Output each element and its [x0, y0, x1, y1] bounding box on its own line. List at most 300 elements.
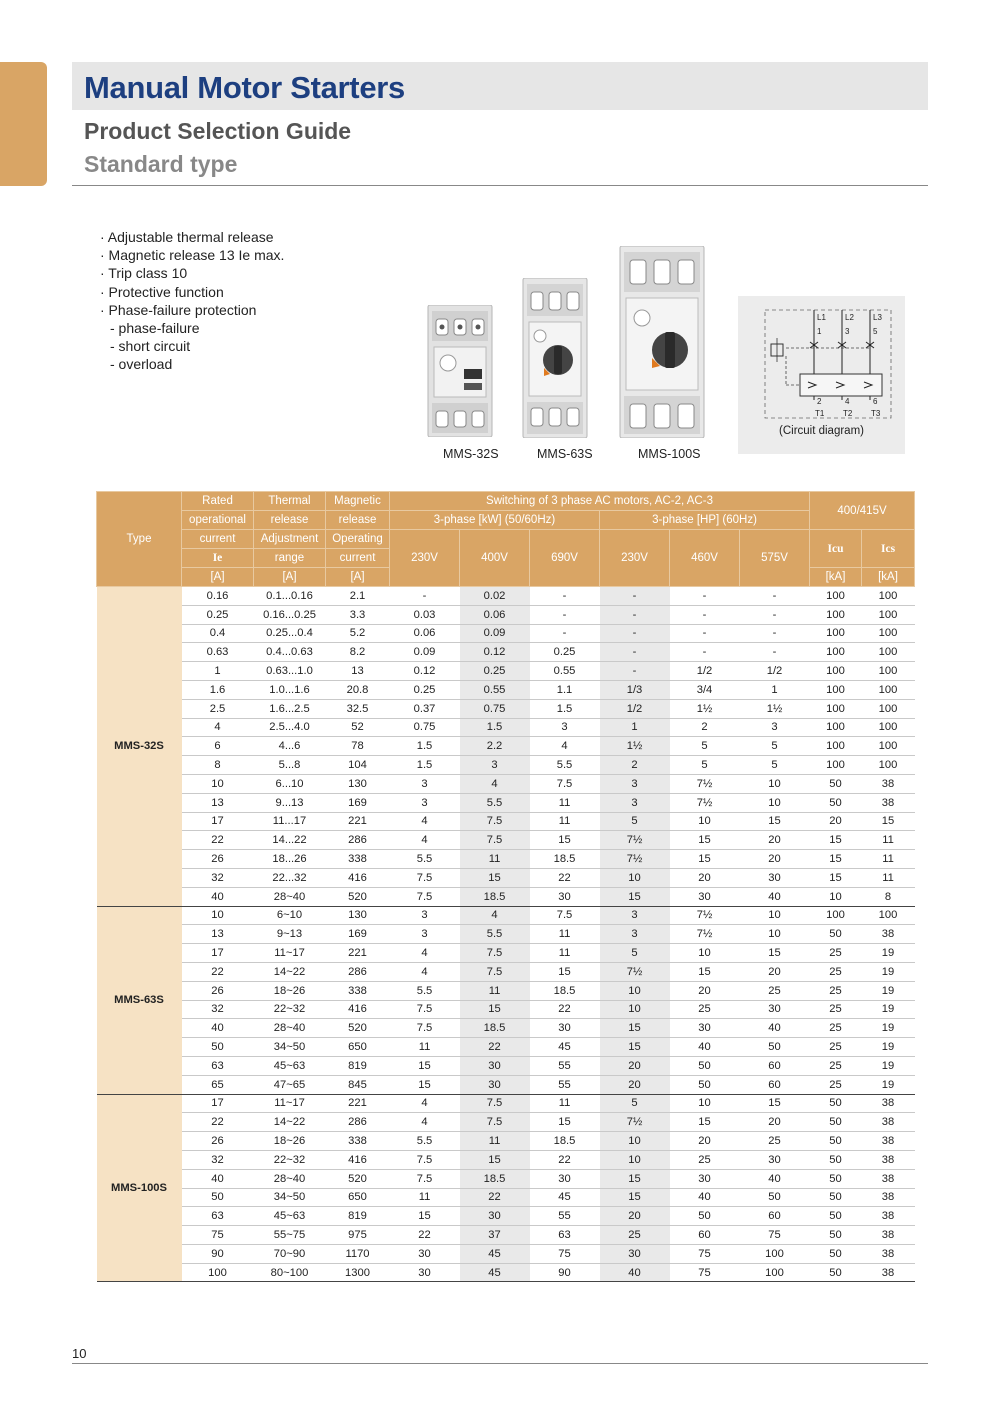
table-row [97, 793, 915, 812]
rated-current-cell: 2.5 [182, 699, 254, 718]
header-hp-group: 3-phase [HP] (60Hz) [600, 511, 810, 530]
hp-575v-cell: 100 [740, 1263, 810, 1282]
table-row [97, 1038, 915, 1057]
header-magnetic-line: release [326, 511, 390, 530]
icu-cell: 100 [810, 699, 862, 718]
thermal-range-cell: 11~17 [254, 944, 326, 963]
table-row [97, 643, 915, 662]
ics-cell: 19 [862, 1019, 915, 1038]
ics-cell: 15 [862, 812, 915, 831]
table-body [97, 587, 915, 1282]
kw-400v-cell: 0.75 [460, 699, 530, 718]
icu-cell: 100 [810, 624, 862, 643]
kw-400v-cell: 45 [460, 1263, 530, 1282]
icu-cell: 25 [810, 944, 862, 963]
rated-current-cell: 32 [182, 1000, 254, 1019]
hp-460v-cell: 75 [670, 1263, 740, 1282]
ics-cell: 11 [862, 850, 915, 869]
ics-cell: 19 [862, 1056, 915, 1075]
hp-460v-cell: 20 [670, 981, 740, 1000]
circuit-label: L1 [817, 313, 826, 322]
kw-400v-cell: 18.5 [460, 1169, 530, 1188]
thermal-range-cell: 18~26 [254, 981, 326, 1000]
kw-690v-cell: 22 [530, 868, 600, 887]
hp-460v-cell: 50 [670, 1207, 740, 1226]
kw-400v-cell: 7.5 [460, 831, 530, 850]
magnetic-current-cell: 416 [326, 1150, 390, 1169]
hp-575v-cell: 50 [740, 1188, 810, 1207]
kw-400v-cell: 30 [460, 1075, 530, 1094]
kw-400v-cell: 0.06 [460, 605, 530, 624]
hp-230v-cell: 3 [600, 906, 670, 925]
hp-460v-cell: 75 [670, 1244, 740, 1263]
thermal-range-cell: 45~63 [254, 1056, 326, 1075]
thermal-range-cell: 55~75 [254, 1226, 326, 1245]
rated-current-cell: 17 [182, 944, 254, 963]
icu-cell: 100 [810, 587, 862, 606]
hp-575v-cell: 3 [740, 718, 810, 737]
kw-690v-cell: 7.5 [530, 906, 600, 925]
thermal-range-cell: 6...10 [254, 774, 326, 793]
feature-item: · Trip class 10 [100, 265, 188, 282]
hp-230v-cell: 15 [600, 1038, 670, 1057]
kw-230v-cell: 0.12 [390, 662, 460, 681]
header-voltage-group: 400/415V [810, 492, 915, 530]
hp-575v-cell: 20 [740, 1113, 810, 1132]
hp-460v-cell: 30 [670, 887, 740, 906]
hp-230v-cell: 10 [600, 1150, 670, 1169]
feature-item: · Adjustable thermal release [100, 229, 274, 245]
rated-current-cell: 0.25 [182, 605, 254, 624]
table-row [97, 887, 915, 906]
kw-690v-cell: 15 [530, 1113, 600, 1132]
table-row [97, 1244, 915, 1263]
table-row [97, 962, 915, 981]
header-rated-unit: [A] [182, 568, 254, 587]
circuit-label: T1 [815, 409, 825, 418]
ics-cell: 38 [862, 1244, 915, 1263]
hp-460v-cell: 10 [670, 1094, 740, 1113]
thermal-range-cell: 14~22 [254, 962, 326, 981]
ics-cell: 100 [862, 605, 915, 624]
hp-575v-cell: 25 [740, 981, 810, 1000]
kw-690v-cell: 11 [530, 793, 600, 812]
icu-cell: 50 [810, 1169, 862, 1188]
icu-cell: 50 [810, 1244, 862, 1263]
ics-cell: 38 [862, 925, 915, 944]
hp-575v-cell: 75 [740, 1226, 810, 1245]
icu-cell: 50 [810, 1150, 862, 1169]
kw-230v-cell: 7.5 [390, 1000, 460, 1019]
kw-690v-cell: 0.25 [530, 643, 600, 662]
kw-400v-cell: 0.12 [460, 643, 530, 662]
table-row [97, 774, 915, 793]
mms-63s-product-image [520, 278, 590, 438]
table-row [97, 1169, 915, 1188]
kw-230v-cell: 4 [390, 831, 460, 850]
magnetic-current-cell: 104 [326, 756, 390, 775]
kw-230v-cell: 5.5 [390, 981, 460, 1000]
icu-cell: 100 [810, 756, 862, 775]
ics-cell: 38 [862, 1113, 915, 1132]
magnetic-current-cell: 2.1 [326, 587, 390, 606]
hp-575v-cell: 60 [740, 1056, 810, 1075]
kw-690v-cell: 11 [530, 1094, 600, 1113]
hp-230v-cell: 7½ [600, 1113, 670, 1132]
hp-230v-cell: 10 [600, 981, 670, 1000]
magnetic-current-cell: 78 [326, 737, 390, 756]
kw-230v-cell: 7.5 [390, 887, 460, 906]
kw-400v-cell: 7.5 [460, 812, 530, 831]
header-rated-line: current [182, 530, 254, 549]
hp-575v-cell: 30 [740, 1000, 810, 1019]
icu-cell: 15 [810, 831, 862, 850]
kw-690v-cell: 45 [530, 1038, 600, 1057]
thermal-range-cell: 1.6...2.5 [254, 699, 326, 718]
rated-current-cell: 90 [182, 1244, 254, 1263]
magnetic-current-cell: 169 [326, 925, 390, 944]
hp-575v-cell: 10 [740, 925, 810, 944]
icu-cell: 50 [810, 1113, 862, 1132]
icu-cell: 50 [810, 1263, 862, 1282]
table-row [97, 756, 915, 775]
hp-230v-cell: 3 [600, 774, 670, 793]
icu-cell: 25 [810, 1038, 862, 1057]
magnetic-current-cell: 520 [326, 887, 390, 906]
hp-460v-cell: - [670, 624, 740, 643]
thermal-range-cell: 0.1...0.16 [254, 587, 326, 606]
ics-cell: 38 [862, 1150, 915, 1169]
kw-690v-cell: 0.55 [530, 662, 600, 681]
hp-230v-cell: 40 [600, 1263, 670, 1282]
magnetic-current-cell: 338 [326, 850, 390, 869]
circuit-label: L3 [873, 313, 882, 322]
hp-575v-cell: 1/2 [740, 662, 810, 681]
kw-400v-cell: 1.5 [460, 718, 530, 737]
hp-230v-cell: - [600, 662, 670, 681]
kw-400v-cell: 2.2 [460, 737, 530, 756]
icu-cell: 25 [810, 1056, 862, 1075]
kw-230v-cell: 15 [390, 1207, 460, 1226]
thermal-range-cell: 14...22 [254, 831, 326, 850]
hp-460v-cell: 3/4 [670, 680, 740, 699]
kw-400v-cell: 11 [460, 981, 530, 1000]
hp-575v-cell: 50 [740, 1038, 810, 1057]
header-kw-group: 3-phase [kW] (50/60Hz) [390, 511, 600, 530]
hp-460v-cell: 40 [670, 1188, 740, 1207]
ics-cell: 19 [862, 1038, 915, 1057]
magnetic-current-cell: 416 [326, 868, 390, 887]
hp-460v-cell: 30 [670, 1019, 740, 1038]
header-thermal-line: Thermal [254, 492, 326, 511]
magnetic-current-cell: 520 [326, 1019, 390, 1038]
hp-575v-cell: - [740, 605, 810, 624]
kw-690v-cell: 11 [530, 812, 600, 831]
icu-cell: 100 [810, 643, 862, 662]
icu-cell: 100 [810, 737, 862, 756]
kw-230v-cell: 15 [390, 1056, 460, 1075]
ics-cell: 19 [862, 962, 915, 981]
hp-230v-cell: 15 [600, 1169, 670, 1188]
kw-230v-cell: 11 [390, 1188, 460, 1207]
circuit-diagram [738, 296, 905, 454]
kw-230v-cell: 1.5 [390, 756, 460, 775]
kw-230v-cell: 4 [390, 1113, 460, 1132]
table-row [97, 850, 915, 869]
table-row [97, 1094, 915, 1113]
kw-230v-cell: 0.37 [390, 699, 460, 718]
ics-cell: 100 [862, 756, 915, 775]
feature-subitem: - short circuit [110, 338, 191, 355]
header-hp-230v: 230V [600, 530, 670, 587]
icu-cell: 100 [810, 680, 862, 699]
ics-cell: 19 [862, 981, 915, 1000]
footer-divider [72, 1363, 928, 1364]
hp-575v-cell: - [740, 624, 810, 643]
header-ics-unit: [kA] [862, 568, 915, 587]
icu-cell: 50 [810, 925, 862, 944]
hp-460v-cell: 15 [670, 831, 740, 850]
rated-current-cell: 40 [182, 1169, 254, 1188]
kw-400v-cell: 37 [460, 1226, 530, 1245]
ics-cell: 11 [862, 868, 915, 887]
thermal-range-cell: 34~50 [254, 1038, 326, 1057]
icu-cell: 100 [810, 718, 862, 737]
kw-690v-cell: 45 [530, 1188, 600, 1207]
magnetic-current-cell: 975 [326, 1226, 390, 1245]
kw-230v-cell: 4 [390, 1094, 460, 1113]
thermal-range-cell: 9...13 [254, 793, 326, 812]
table-row [97, 1207, 915, 1226]
circuit-label: 2 [817, 397, 822, 406]
hp-460v-cell: 50 [670, 1056, 740, 1075]
icu-cell: 50 [810, 793, 862, 812]
table-row [97, 662, 915, 681]
thermal-range-cell: 11~17 [254, 1094, 326, 1113]
kw-400v-cell: 0.02 [460, 587, 530, 606]
hp-230v-cell: 3 [600, 925, 670, 944]
table-row [97, 587, 915, 606]
table-row [97, 624, 915, 643]
icu-cell: 25 [810, 1075, 862, 1094]
kw-690v-cell: 22 [530, 1000, 600, 1019]
ics-cell: 38 [862, 1094, 915, 1113]
hp-460v-cell: 2 [670, 718, 740, 737]
header-thermal-unit: [A] [254, 568, 326, 587]
circuit-label: 5 [873, 327, 878, 336]
thermal-range-cell: 0.25...0.4 [254, 624, 326, 643]
rated-current-cell: 17 [182, 812, 254, 831]
header-rated-symbol: Ie [182, 549, 254, 568]
kw-230v-cell: 30 [390, 1263, 460, 1282]
ics-cell: 100 [862, 624, 915, 643]
hp-230v-cell: 10 [600, 1000, 670, 1019]
kw-690v-cell: 11 [530, 925, 600, 944]
hp-230v-cell: 5 [600, 1094, 670, 1113]
kw-690v-cell: 18.5 [530, 1132, 600, 1151]
header-rated-line: operational [182, 511, 254, 530]
rated-current-cell: 40 [182, 887, 254, 906]
kw-400v-cell: 18.5 [460, 887, 530, 906]
hp-460v-cell: 30 [670, 1169, 740, 1188]
magnetic-current-cell: 221 [326, 944, 390, 963]
table-row [97, 1226, 915, 1245]
thermal-range-cell: 80~100 [254, 1263, 326, 1282]
kw-400v-cell: 5.5 [460, 793, 530, 812]
kw-400v-cell: 15 [460, 1000, 530, 1019]
thermal-range-cell: 14~22 [254, 1113, 326, 1132]
hp-460v-cell: 15 [670, 1113, 740, 1132]
magnetic-current-cell: 130 [326, 906, 390, 925]
header-switching: Switching of 3 phase AC motors, AC-2, AC-3 [390, 492, 810, 511]
ics-cell: 8 [862, 887, 915, 906]
ics-cell: 38 [862, 1207, 915, 1226]
product-label-mms-63s: MMS-63S [537, 447, 593, 461]
hp-230v-cell: 25 [600, 1226, 670, 1245]
hp-230v-cell: - [600, 624, 670, 643]
header-kw-400v: 400V [460, 530, 530, 587]
magnetic-current-cell: 286 [326, 962, 390, 981]
table-row [97, 831, 915, 850]
icu-cell: 50 [810, 1226, 862, 1245]
ics-cell: 38 [862, 793, 915, 812]
magnetic-current-cell: 221 [326, 1094, 390, 1113]
circuit-label: 6 [873, 397, 878, 406]
rated-current-cell: 26 [182, 850, 254, 869]
thermal-range-cell: 45~63 [254, 1207, 326, 1226]
magnetic-current-cell: 52 [326, 718, 390, 737]
thermal-range-cell: 0.63...1.0 [254, 662, 326, 681]
ics-cell: 19 [862, 1075, 915, 1094]
kw-690v-cell: 22 [530, 1150, 600, 1169]
product-label-mms-100s: MMS-100S [638, 447, 701, 461]
magnetic-current-cell: 338 [326, 981, 390, 1000]
kw-690v-cell: 55 [530, 1075, 600, 1094]
thermal-range-cell: 11...17 [254, 812, 326, 831]
icu-cell: 50 [810, 774, 862, 793]
ics-cell: 11 [862, 831, 915, 850]
ics-cell: 38 [862, 1226, 915, 1245]
circuit-label: T3 [871, 409, 881, 418]
kw-690v-cell: 55 [530, 1207, 600, 1226]
ics-cell: 38 [862, 1188, 915, 1207]
magnetic-current-cell: 416 [326, 1000, 390, 1019]
page-subtitle: Product Selection Guide [84, 118, 352, 144]
hp-460v-cell: 20 [670, 1132, 740, 1151]
table-row [97, 906, 915, 925]
kw-400v-cell: 18.5 [460, 1019, 530, 1038]
hp-230v-cell: 1 [600, 718, 670, 737]
hp-230v-cell: 7½ [600, 850, 670, 869]
rated-current-cell: 8 [182, 756, 254, 775]
kw-230v-cell: 4 [390, 944, 460, 963]
table-row [97, 925, 915, 944]
kw-400v-cell: 4 [460, 906, 530, 925]
table-row [97, 1113, 915, 1132]
magnetic-current-cell: 286 [326, 1113, 390, 1132]
kw-400v-cell: 0.55 [460, 680, 530, 699]
thermal-range-cell: 5...8 [254, 756, 326, 775]
page-title: Manual Motor Starters [84, 70, 405, 105]
rated-current-cell: 50 [182, 1188, 254, 1207]
rated-current-cell: 100 [182, 1263, 254, 1282]
magnetic-current-cell: 130 [326, 774, 390, 793]
thermal-range-cell: 18...26 [254, 850, 326, 869]
kw-400v-cell: 30 [460, 1056, 530, 1075]
icu-cell: 25 [810, 1019, 862, 1038]
icu-cell: 20 [810, 812, 862, 831]
table-row [97, 1188, 915, 1207]
thermal-range-cell: 4...6 [254, 737, 326, 756]
hp-460v-cell: 20 [670, 868, 740, 887]
kw-400v-cell: 7.5 [460, 1113, 530, 1132]
thermal-range-cell: 34~50 [254, 1188, 326, 1207]
rated-current-cell: 10 [182, 774, 254, 793]
table-row [97, 1019, 915, 1038]
hp-575v-cell: 1½ [740, 699, 810, 718]
hp-230v-cell: 5 [600, 944, 670, 963]
hp-230v-cell: 20 [600, 1056, 670, 1075]
kw-230v-cell: 4 [390, 812, 460, 831]
hp-460v-cell: 10 [670, 812, 740, 831]
thermal-range-cell: 22~32 [254, 1150, 326, 1169]
thermal-range-cell: 28~40 [254, 1169, 326, 1188]
kw-230v-cell: 7.5 [390, 868, 460, 887]
table-row [97, 718, 915, 737]
kw-690v-cell: 15 [530, 831, 600, 850]
kw-230v-cell: 5.5 [390, 1132, 460, 1151]
hp-460v-cell: 7½ [670, 793, 740, 812]
header-kw-690v: 690V [530, 530, 600, 587]
hp-460v-cell: 1½ [670, 699, 740, 718]
hp-230v-cell: 1/2 [600, 699, 670, 718]
table-row [97, 1000, 915, 1019]
header-icu-unit: [kA] [810, 568, 862, 587]
hp-575v-cell: 5 [740, 756, 810, 775]
hp-230v-cell: 10 [600, 1132, 670, 1151]
hp-230v-cell: 3 [600, 793, 670, 812]
type-cell: MMS-32S [97, 587, 182, 907]
hp-230v-cell: 20 [600, 1075, 670, 1094]
rated-current-cell: 26 [182, 1132, 254, 1151]
magnetic-current-cell: 520 [326, 1169, 390, 1188]
kw-400v-cell: 7.5 [460, 944, 530, 963]
circuit-label: 4 [845, 397, 850, 406]
table-row [97, 944, 915, 963]
hp-575v-cell: 10 [740, 906, 810, 925]
header-kw-230v: 230V [390, 530, 460, 587]
hp-230v-cell: 15 [600, 1019, 670, 1038]
hp-230v-cell: 2 [600, 756, 670, 775]
table-row [97, 1132, 915, 1151]
magnetic-current-cell: 32.5 [326, 699, 390, 718]
type-cell: MMS-63S [97, 906, 182, 1094]
rated-current-cell: 13 [182, 925, 254, 944]
header-rated-line: Rated [182, 492, 254, 511]
rated-current-cell: 6 [182, 737, 254, 756]
icu-cell: 15 [810, 868, 862, 887]
magnetic-current-cell: 819 [326, 1056, 390, 1075]
hp-460v-cell: - [670, 587, 740, 606]
hp-575v-cell: 40 [740, 887, 810, 906]
rated-current-cell: 65 [182, 1075, 254, 1094]
circuit-caption: (Circuit diagram) [779, 425, 864, 437]
header-thermal-line: release [254, 511, 326, 530]
kw-690v-cell: 1.5 [530, 699, 600, 718]
kw-400v-cell: 11 [460, 850, 530, 869]
thermal-range-cell: 0.4...0.63 [254, 643, 326, 662]
rated-current-cell: 10 [182, 906, 254, 925]
